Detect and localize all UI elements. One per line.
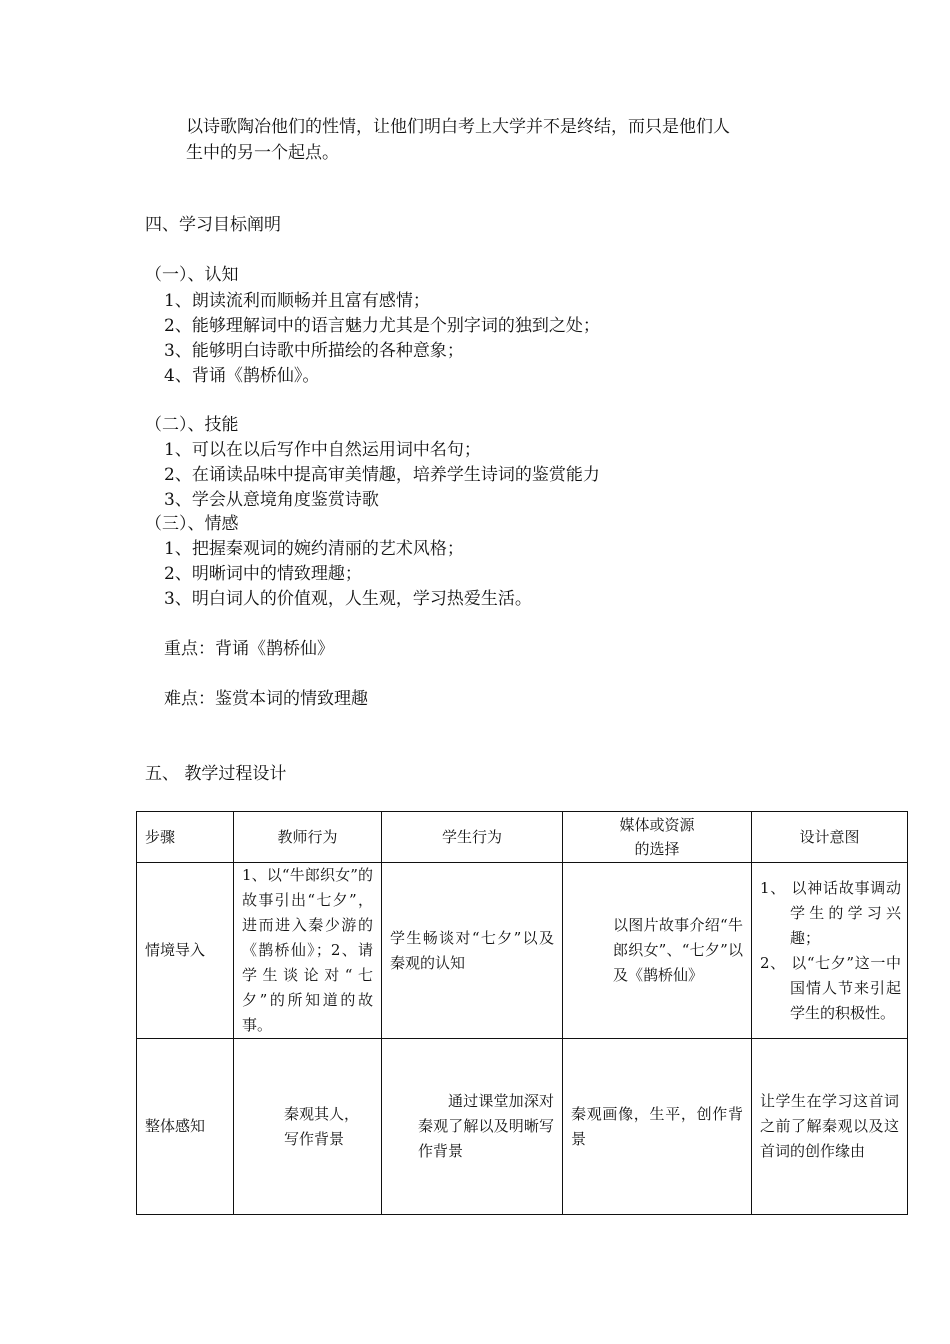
header-media — [563, 812, 752, 863]
key-point: 重点：背诵《鹊桥仙》 — [164, 639, 334, 659]
row1-student: 学生畅谈对“七夕”以及秦观的认知 — [382, 863, 563, 1039]
row2-teacher-line1: 秦观其人， — [284, 1104, 360, 1123]
row1-intent-item: 1、 以神话故事调动学生的学习兴趣； — [760, 878, 901, 947]
header-teacher: 教师行为 — [234, 812, 382, 863]
skills-item: 1、可以在以后写作中自然运用词中名句； — [164, 440, 481, 460]
header-student: 学生行为 — [382, 812, 563, 863]
header-media-line2: 的选择 — [634, 840, 680, 858]
section4-heading: 四、学习目标阐明 — [145, 215, 281, 235]
header-media-line1: 媒体或资源 — [619, 816, 695, 834]
teaching-process-table — [136, 811, 908, 1215]
row2-intent: 让学生在学习这首词之前了解秦观以及这首词的创作缘由 — [752, 1039, 908, 1215]
row1-step: 情境导入 — [137, 863, 234, 1039]
row2-teacher — [234, 1039, 382, 1215]
row2-media: 秦观画像，生平，创作背景 — [563, 1039, 752, 1215]
intro-line-1: 以诗歌陶冶他们的性情，让他们明白考上大学并不是终结，而只是他们人 — [186, 117, 730, 137]
skills-item: 2、在诵读品味中提高审美情趣，培养学生诗词的鉴赏能力 — [164, 465, 600, 485]
table-row — [137, 1039, 908, 1215]
row1-teacher: 1、以“牛郎织女”的故事引出“七夕”，进而进入秦少游的《鹊桥仙》；2、请学生谈论对“七夕”的所知道的故事。 — [234, 863, 382, 1039]
cognition-item: 4、背诵《鹊桥仙》。 — [164, 366, 320, 386]
row2-student — [382, 1039, 563, 1215]
cognition-item: 2、能够理解词中的语言魅力尤其是个别字词的独到之处； — [164, 316, 600, 336]
row2-step: 整体感知 — [137, 1039, 234, 1215]
cognition-item: 3、能够明白诗歌中所描绘的各种意象； — [164, 341, 464, 361]
difficult-point: 难点：鉴赏本词的情致理趣 — [164, 689, 368, 709]
header-step: 步骤 — [137, 812, 234, 863]
emotion-heading: （三）、情感 — [145, 514, 239, 534]
emotion-item: 2、明晰词中的情致理趣； — [164, 564, 362, 584]
header-intent: 设计意图 — [752, 812, 908, 863]
table-header-row — [137, 812, 908, 863]
emotion-item: 3、明白词人的价值观，人生观，学习热爱生活。 — [164, 589, 532, 609]
skills-item: 3、学会从意境角度鉴赏诗歌 — [164, 490, 379, 510]
row1-intent — [752, 863, 908, 1039]
table-row — [137, 863, 908, 1039]
cognition-item: 1、朗读流利而顺畅并且富有感情； — [164, 291, 430, 311]
cognition-heading: （一）、认知 — [145, 265, 239, 285]
row2-student-text: 通过课堂加深对秦观了解以及明晰写作背景 — [418, 1092, 554, 1160]
intro-line-2: 生中的另一个起点。 — [186, 143, 339, 163]
section5-heading: 五、 教学过程设计 — [145, 764, 287, 784]
row1-media: 以图片故事介绍“牛郎织女”、“七夕”以及《鹊桥仙》 — [563, 863, 752, 1039]
row2-teacher-line2: 写作背景 — [284, 1129, 345, 1148]
row1-intent-item: 2、 以“七夕”这一中国情人节来引起学生的积极性。 — [760, 953, 901, 1022]
skills-heading: （二）、技能 — [145, 415, 239, 435]
emotion-item: 1、把握秦观词的婉约清丽的艺术风格； — [164, 539, 464, 559]
